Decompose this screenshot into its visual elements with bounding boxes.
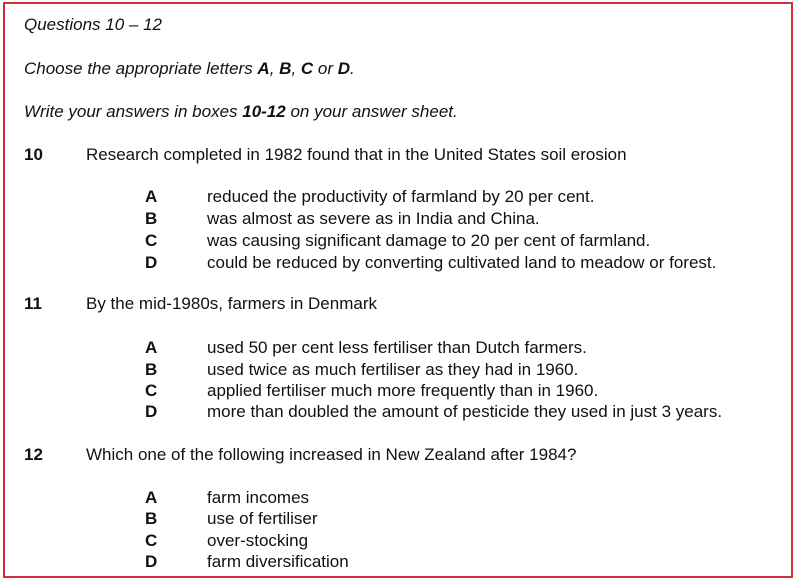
instruction-suffix: .	[350, 59, 355, 78]
question-text: By the mid-1980s, farmers in Denmark	[86, 294, 377, 313]
option-text: could be reduced by converting cultivated land to meadow or forest.	[207, 253, 717, 272]
option-letter: C	[145, 381, 158, 400]
instruction-prefix: Choose the appropriate letters	[24, 59, 258, 78]
option-text: used twice as much fertiliser as they had in 1960.	[207, 360, 579, 379]
option-text: farm incomes	[207, 488, 310, 507]
option-letter: D	[145, 402, 158, 421]
question-number: 10	[24, 145, 43, 164]
option-letter: A	[145, 338, 158, 357]
option-text: was almost as severe as in India and China.	[207, 209, 540, 228]
option-text: applied fertiliser much more frequently than in 1960.	[207, 381, 599, 400]
letter-b: B	[279, 59, 292, 78]
option-letter: B	[145, 509, 158, 528]
section-title: Questions 10 – 12	[24, 15, 162, 34]
option-text: was causing significant damage to 20 per cent of farmland.	[207, 231, 651, 250]
question-number: 12	[24, 445, 43, 464]
question-text: Research completed in 1982 found that in the United States soil erosion	[86, 145, 627, 164]
question-text: Which one of the following increased in New Zealand after 1984?	[86, 445, 577, 464]
option-text: used 50 per cent less fertiliser than Dutch farmers.	[207, 338, 587, 357]
separator-2: ,	[291, 59, 301, 78]
option-letter: D	[145, 253, 158, 272]
option-letter: C	[145, 531, 158, 550]
option-letter: B	[145, 360, 158, 379]
separator-1: ,	[269, 59, 280, 78]
instruction-choose	[24, 59, 355, 79]
option-letter: A	[145, 488, 158, 507]
write-prefix: Write your answers in boxes	[24, 102, 243, 121]
option-text: farm diversification	[207, 552, 349, 571]
option-letter: D	[145, 552, 158, 571]
option-text: reduced the productivity of farmland by 20 per cent.	[207, 187, 595, 206]
option-text: use of fertiliser	[207, 509, 318, 528]
write-suffix: on your answer sheet.	[285, 102, 458, 121]
separator-3: or	[313, 59, 338, 78]
option-letter: B	[145, 209, 158, 228]
letter-a: A	[257, 59, 270, 78]
option-letter: A	[145, 187, 158, 206]
instruction-write	[24, 102, 458, 122]
option-text: more than doubled the amount of pesticide they used in just 3 years.	[207, 402, 723, 421]
write-boxes: 10-12	[242, 102, 286, 121]
document-frame	[3, 2, 793, 578]
option-text: over-stocking	[207, 531, 309, 550]
letter-c: C	[300, 59, 314, 78]
option-letter: C	[145, 231, 158, 250]
letter-d: D	[337, 59, 351, 78]
question-number: 11	[24, 294, 42, 313]
